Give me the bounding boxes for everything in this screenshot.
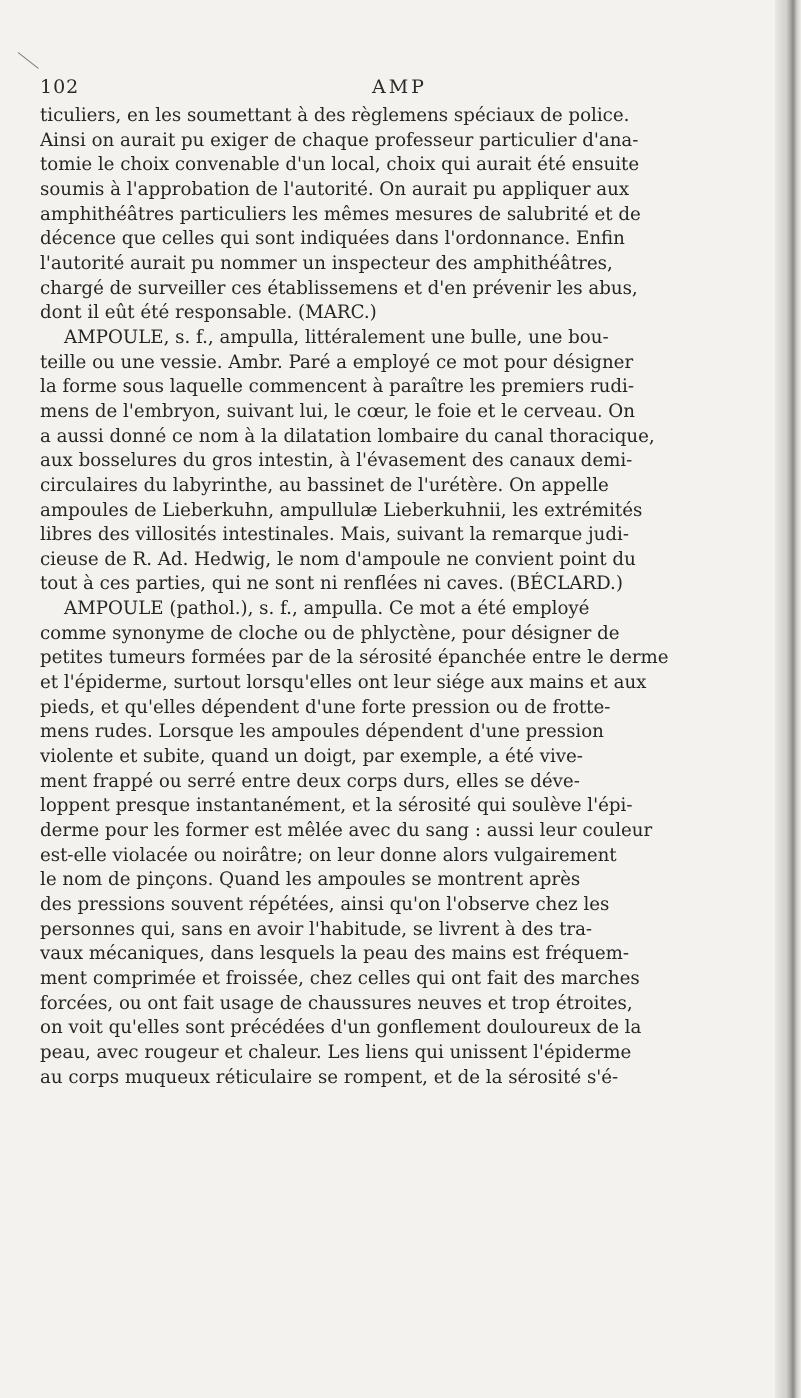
text-line: soumis à l'approbation de l'autorité. On aurait pu appliquer aux: [40, 178, 630, 200]
text-line: tout à ces parties, qui ne sont ni renflées ni caves. (BÉCLARD.): [40, 573, 623, 595]
text-line: personnes qui, sans en avoir l'habitude, se livrent à des tra-: [40, 918, 593, 940]
text-line: forcées, ou ont fait usage de chaussures neuves et trop étroites,: [40, 992, 633, 1014]
text-line: peau, avec rougeur et chaleur. Les liens qui unissent l'épiderme: [40, 1041, 632, 1063]
page-number: 102: [40, 76, 80, 98]
text-line: le nom de pinçons. Quand les ampoules se montrent après: [40, 869, 581, 891]
text-line: mens de l'embryon, suivant lui, le cœur, le foie et le cerveau. On: [40, 400, 635, 422]
text-line: petites tumeurs formées par de la sérosité épanchée entre le derme: [40, 647, 669, 669]
running-head: AMP: [372, 76, 427, 98]
text-line: des pressions souvent répétées, ainsi qu'on l'observe chez les: [40, 894, 610, 915]
text-line: est-elle violacée ou noirâtre; on leur donne alors vulgairement: [40, 844, 617, 866]
text-line: libres des villosités intestinales. Mais, suivant la remarque judi-: [40, 524, 629, 546]
text-line: ment comprimée et froissée, chez celles qui ont fait des marches: [40, 967, 640, 989]
text-line: pieds, et qu'elles dépendent d'une forte pression ou de frotte-: [40, 696, 611, 718]
page-header: [32, 76, 772, 100]
text-line: ticuliers, en les soumettant à des règlemens spéciaux de police.: [40, 105, 630, 126]
text-line: violente et subite, quand un doigt, par exemple, a été vive-: [40, 746, 583, 768]
text-line: comme synonyme de cloche ou de phlyctène, pour désigner de: [40, 622, 620, 644]
text-line: amphithéâtres particuliers les mêmes mesures de salubrité et de: [40, 203, 641, 225]
text-line: décence que celles qui sont indiquées dans l'ordonnance. Enfin: [40, 228, 625, 250]
text-line: teille ou une vessie. Ambr. Paré a employé ce mot pour désigner: [40, 351, 634, 373]
text-line: cieuse de R. Ad. Hedwig, le nom d'ampoule ne convient point du: [40, 548, 636, 570]
body-text: [40, 104, 780, 1090]
text-line: mens rudes. Lorsque les ampoules dépendent d'une pression: [40, 721, 604, 743]
entry-heading-line: AMPOULE (pathol.), s. f., ampulla. Ce mot a été employé: [64, 598, 590, 620]
page-corner-mark: [18, 52, 39, 69]
text-line: ampoules de Lieberkuhn, ampullulæ Lieberkuhnii, les extrémités: [40, 499, 643, 521]
text-line: l'autorité aurait pu nommer un inspecteur des amphithéâtres,: [40, 252, 613, 274]
text-line: ment frappé ou serré entre deux corps durs, elles se déve-: [40, 770, 580, 792]
text-line: derme pour les former est mêlée avec du sang : aussi leur couleur: [40, 820, 653, 842]
text-line: vaux mécaniques, dans lesquels la peau des mains est fréquem-: [40, 943, 630, 965]
text-line: loppent presque instantanément, et la sérosité qui soulève l'épi-: [40, 795, 633, 817]
text-line: circulaires du labyrinthe, au bassinet de l'urétère. On appelle: [40, 474, 609, 496]
text-line: dont il eût été responsable. (MARC.): [40, 302, 377, 324]
text-line: aux bosselures du gros intestin, à l'évasement des canaux demi-: [40, 450, 633, 472]
text-line: Ainsi on aurait pu exiger de chaque professeur particulier d'ana-: [40, 129, 639, 151]
text-line: la forme sous laquelle commencent à paraître les premiers rudi-: [40, 376, 634, 398]
text-line: tomie le choix convenable d'un local, choix qui aurait été ensuite: [40, 154, 640, 176]
text-line: et l'épiderme, surtout lorsqu'elles ont leur siége aux mains et aux: [40, 672, 647, 694]
text-line: a aussi donné ce nom à la dilatation lombaire du canal thoracique,: [40, 425, 655, 447]
text-line: on voit qu'elles sont précédées d'un gonflement douloureux de la: [40, 1017, 642, 1039]
text-line: chargé de surveiller ces établissemens et d'en prévenir les abus,: [40, 277, 638, 299]
entry-heading-line: AMPOULE, s. f., ampulla, littéralement une bulle, une bou-: [64, 326, 609, 348]
text-line: au corps muqueux réticulaire se rompent, et de la sérosité s'é-: [40, 1066, 619, 1088]
